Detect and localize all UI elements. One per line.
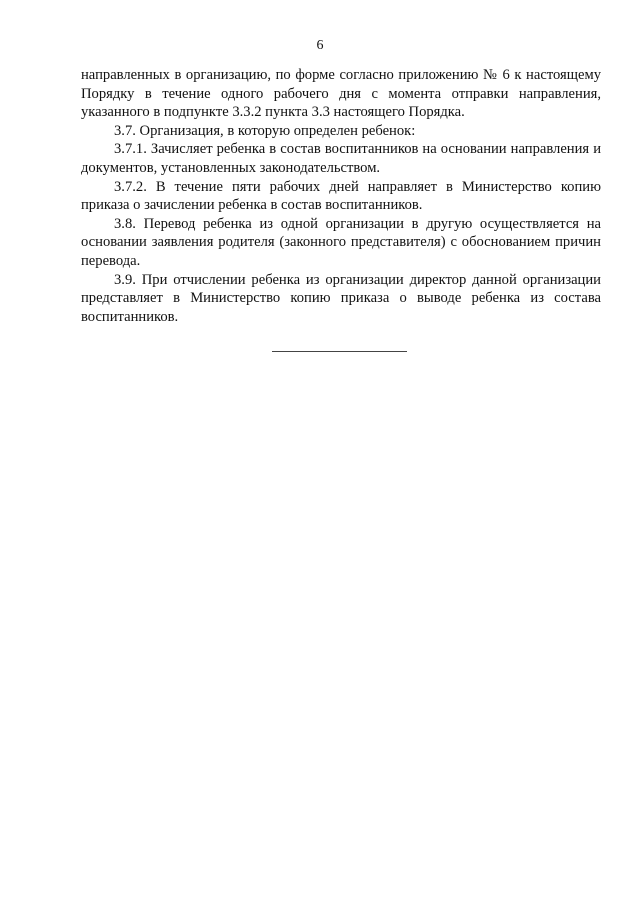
paragraph-3-7: 3.7. Организация, в которую определен ребенок: (114, 122, 416, 139)
paragraph-3-9: 3.9. При отчислении ребенка из организации директор данной организации представляет в Министерство копию приказа о выводе ребенка из состава воспитанников. (81, 271, 601, 325)
paragraph-3-7-2: 3.7.2. В течение пяти рабочих дней направляет в Министерство копию приказа о зачислении ребенка в состав воспитанников. (81, 178, 601, 214)
paragraph-continuation: направленных в организацию, по форме согласно приложению № 6 к настоящему Порядку в течение одного рабочего дня с момента отправки направления, указанного в подпункте 3.3.2 пункта 3.3 настоящего Порядка. (81, 67, 601, 121)
paragraph-3-7-1: 3.7.1. Зачисляет ребенка в состав воспитанников на основании направления и документов, установленных законодательством. (81, 141, 601, 176)
paragraph-3-8: 3.8. Перевод ребенка из одной организации в другую осуществляется на основании заявления родителя (законного представителя) с обоснованием причин перевода. (81, 215, 601, 269)
page-number: 6 (316, 38, 324, 53)
document-body (81, 66, 601, 326)
end-of-document-rule (272, 351, 407, 352)
